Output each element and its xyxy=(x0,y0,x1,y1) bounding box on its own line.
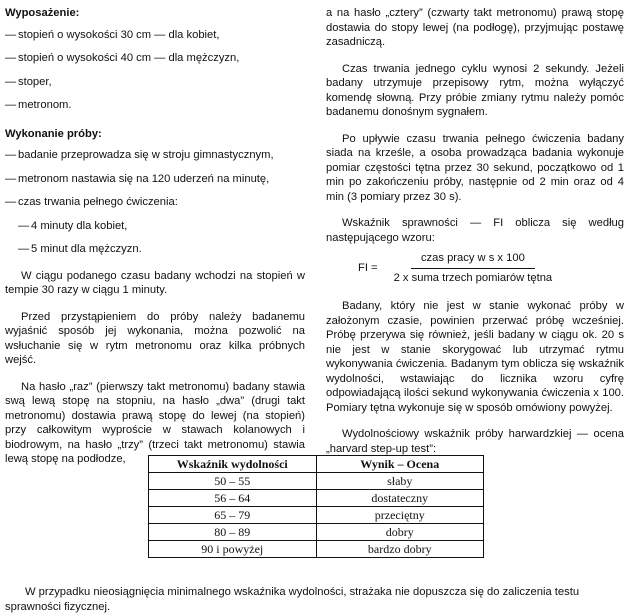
procedure-item: — czas trwania pełnego ćwiczenia: xyxy=(5,195,305,210)
formula-denominator: 2 x suma trzech pomiarów tętna xyxy=(393,271,553,284)
table-cell: 90 i powyżej xyxy=(149,541,317,558)
paragraph: Wskaźnik sprawności — FI oblicza się według następującego wzoru: xyxy=(326,217,624,244)
formula-lhs: FI = xyxy=(358,261,378,274)
equipment-item: — stoper, xyxy=(5,75,305,90)
duration-item: — 4 minuty dla kobiet, xyxy=(18,219,305,234)
formula-numerator: czas pracy w s x 100 xyxy=(411,251,535,269)
table-cell: bardzo dobry xyxy=(316,541,484,558)
paragraph: Badany, który nie jest w stanie wykonać próby w założonym czasie, powinien przerwać próbę wcześniej. Próbę przerywa się również, jeśli badany w ciągu ok. 20 s nie jest w stanie skorygować lub utrzymać rytmu wykonywania ćwiczenia. Badanym tym oblicza się wskaźnik wydolności, wstawiając do licznika wzoru cyfrę odpowiadającą ilości sekund wykonywania ćwiczenia x 100. Pomiary tętna wykonuje się w sposób omówiony powyżej. xyxy=(326,300,624,414)
paragraph: Na hasło „raz” (pierwszy takt metronomu) badany stawia swą lewą stopę na stopniu, na hasło „dwa” (drugi takt metronomu) dostawia prawą stopę do lewej (na stopień) przy całkowitym wyproście w stawach kolanowych i biodrowym, na hasło „trzy” (trzeci takt metronomu) stawia lewą stopę na podłodze, xyxy=(5,380,305,465)
paragraph: Wydolnościowy wskaźnik próby harwardzkiej — ocena „harvard step-up test”: xyxy=(326,428,624,455)
table-row xyxy=(149,541,484,558)
table-cell: 80 – 89 xyxy=(149,524,317,541)
table-cell: dobry xyxy=(316,524,484,541)
table-header: Wynik – Ocena xyxy=(316,456,484,473)
procedure-item: — badanie przeprowadza się w stroju gimnastycznym, xyxy=(5,148,305,163)
formula-fraction xyxy=(384,251,563,285)
procedure-item: — metronom nastawia się na 120 uderzeń na minutę, xyxy=(5,172,305,187)
paragraph: Po upływie czasu trwania pełnego ćwiczenia badany siada na krześle, a osoba prowadząca badania wykonuje pomiar częstości tętna przez 30 sekund, początkowo od 1 min po zakończeniu próby, następnie od 2 min oraz od 4 min (3 pomiary przez 30 s). xyxy=(326,132,624,203)
equipment-heading: Wyposażenie: xyxy=(5,7,80,19)
fitness-index-formula xyxy=(358,251,624,285)
paragraph: Czas trwania jednego cyklu wynosi 2 sekundy. Jeżeli badany utrzymuje przepisowy rytm, można wyłączyć komendę słowną. Przy próbie zmiany rytmu należy pomóc badanemu donośnym sygnałem. xyxy=(326,62,624,118)
table-row xyxy=(149,490,484,507)
paragraph: W ciągu podanego czasu badany wchodzi na stopień w tempie 30 razy w ciągu 1 minuty. xyxy=(5,269,305,296)
paragraph: Przed przystąpieniem do próby należy badanemu wyjaśnić sposób jej wykonania, można pozwolić na wsłuchanie się w rytm metronomu oraz kilka próbnych wejść. xyxy=(5,310,305,366)
table-cell: 56 – 64 xyxy=(149,490,317,507)
table-cell: przeciętny xyxy=(316,507,484,524)
left-column xyxy=(5,6,305,479)
table-row xyxy=(149,507,484,524)
equipment-item: — metronom. xyxy=(5,98,305,113)
results-table xyxy=(148,455,484,558)
table-row xyxy=(149,524,484,541)
equipment-item: — stopień o wysokości 40 cm — dla mężczyzn, xyxy=(5,51,305,66)
procedure-heading: Wykonanie próby: xyxy=(5,127,102,140)
table-row xyxy=(149,473,484,490)
equipment-item: — stopień o wysokości 30 cm — dla kobiet, xyxy=(5,28,305,43)
table-cell: 65 – 79 xyxy=(149,507,317,524)
paragraph: a na hasło „cztery” (czwarty takt metronomu) prawą stopę dostawia do stopy lewej (na podłogę), przyjmując postawę zasadniczą. xyxy=(326,7,624,48)
right-column xyxy=(326,6,624,468)
table-cell: 50 – 55 xyxy=(149,473,317,490)
footer-note: W przypadku nieosiągnięcia minimalnego wskaźnika wydolności, strażaka nie dopuszcza się do zaliczenia testu sprawności fizycznej. xyxy=(5,586,580,614)
table-cell: dostateczny xyxy=(316,490,484,507)
table-cell: słaby xyxy=(316,473,484,490)
duration-item: — 5 minut dla mężczyzn. xyxy=(18,242,305,257)
table-header: Wskaźnik wydolności xyxy=(149,456,317,473)
table-header-row xyxy=(149,456,484,473)
